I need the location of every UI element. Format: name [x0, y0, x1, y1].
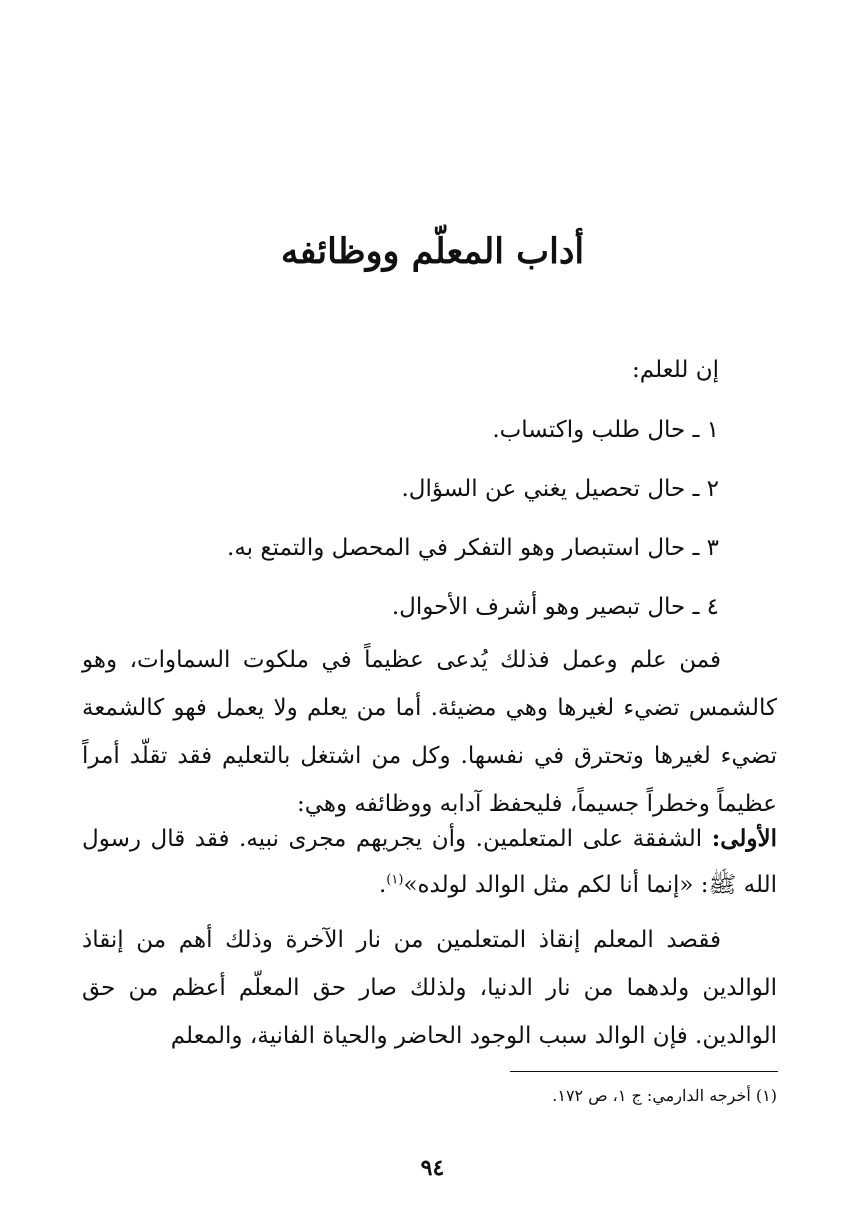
list-item: ٣ ـ حال استبصار وهو التفكر في المحصل والتمتع به. — [227, 535, 719, 561]
list-item: ١ ـ حال طلب واكتساب. — [492, 417, 719, 443]
duty-end: . — [378, 872, 387, 898]
paragraph: فقصد المعلم إنقاذ المتعلمين من نار الآخرة وذلك أهم من إنقاذ الوالدين ولدهما من نار الدنيا، ولذلك صار حق المعلّم أعظم من حق الوالدين. فإن الوالد سبب الوجود الحاضر والحياة الفانية، والمعلم — [82, 927, 777, 1049]
intro-line: إن للعلم: — [632, 357, 719, 383]
duty-text: الشفقة على المتعلمين. وأن يجريهم مجرى نبيه. فقد قال رسول الله ﷺ: «إنما أنا لكم مثل الوالد لولده» — [82, 826, 777, 898]
footnote-divider — [510, 1071, 778, 1072]
list-item: ٢ ـ حال تحصيل يغني عن السؤال. — [401, 476, 719, 502]
footnote: (١) أخرجه الدارمي: ج ١، ص ١٧٢. — [552, 1086, 777, 1105]
list-item: ٤ ـ حال تبصير وهو أشرف الأحوال. — [391, 594, 719, 620]
page-number: ٩٤ — [420, 1155, 445, 1181]
duty-label: الأولى: — [711, 825, 777, 852]
page-title: أداب المعلّم ووظائفه — [280, 231, 585, 272]
footnote-marker: (١) — [386, 872, 404, 888]
paragraph: فمن علم وعمل فذلك يُدعى عظيماً في ملكوت السماوات، وهو كالشمس تضيء لغيرها وهي مضيئة. أما من يعلم ولا يعمل فهو كالشمعة تضيء لغيرها وتحترق في نفسها. وكل من اشتغل بالتعليم فقد تقلّد أمراً عظيماً وخطراً جسيماً، فليحفظ آدابه ووظائفه وهي: — [82, 647, 777, 817]
duty-paragraph — [82, 816, 777, 908]
